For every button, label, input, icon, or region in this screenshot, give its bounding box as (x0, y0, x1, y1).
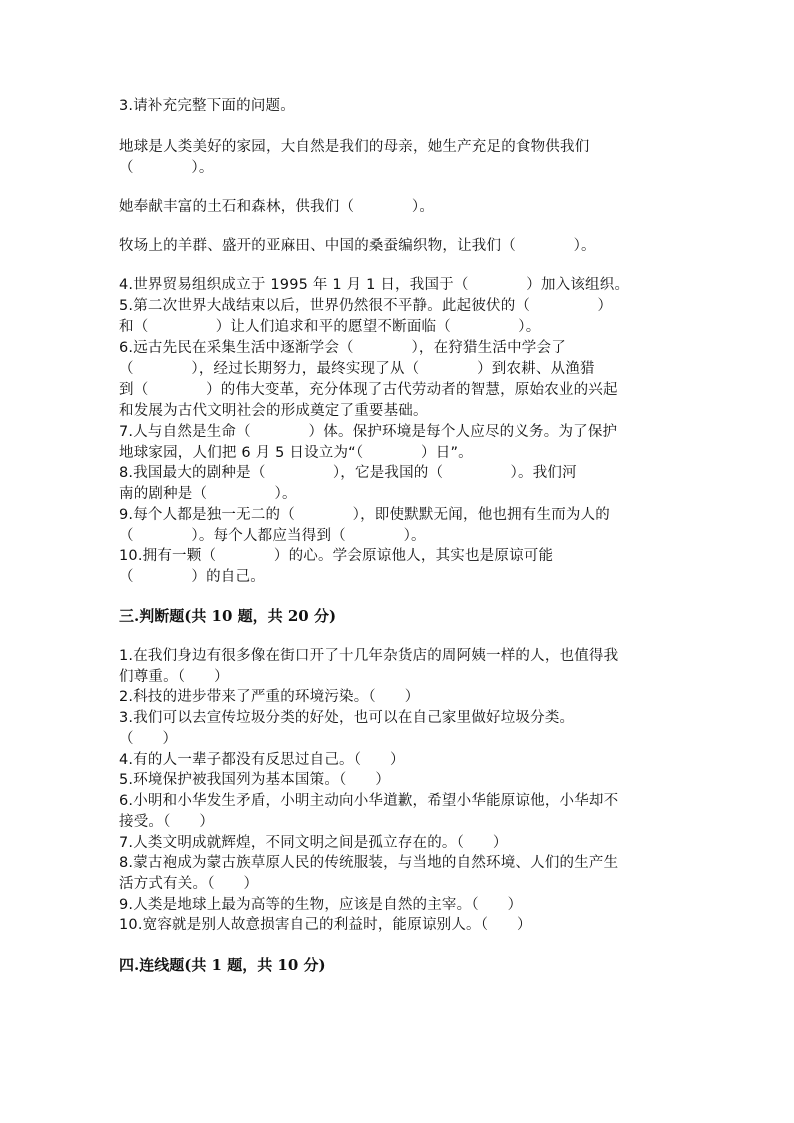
judge-line: （ ） (119, 731, 178, 747)
question-6-line3: 到（ ）的伟大变革，充分体现了古代劳动者的智慧，原始农业的兴起 (119, 382, 618, 398)
question-5-line1: 5.第二次世界大战结束以后，世界仍然很不平静。此起彼伏的（ ） (119, 298, 613, 314)
question-9-line2: （ ）。每个人都应当得到（ ）。 (119, 528, 426, 544)
judge-line: 9.人类是地球上最为高等的生物，应该是自然的主宰。（ ） (119, 897, 523, 913)
question-7-line1: 7.人与自然是生命（ ）体。保护环境是每个人应尽的义务。为了保护 (119, 424, 618, 440)
judge-line: 1.在我们身边有很多像在街口开了十几年杂货店的周阿姨一样的人，也值得我 (119, 648, 619, 664)
judge-line: 4.有的人一辈子都没有反思过自己。（ ） (119, 752, 405, 768)
question-10-line1: 10.拥有一颗（ ）的心。学会原谅他人，其实也是原谅可能 (119, 548, 554, 564)
question-3-para1-line1: 地球是人类美好的家园，大自然是我们的母亲，她生产充足的食物供我们 (119, 139, 590, 155)
judge-line: 接受。（ ） (119, 814, 215, 830)
question-3-para3: 牧场上的羊群、盛开的亚麻田、中国的桑蚕编织物，让我们（ ）。 (119, 238, 596, 254)
question-6-line2: （ ），经过长期努力，最终实现了从（ ）到农耕、从渔猎 (119, 361, 595, 377)
question-8-line1: 8.我国最大的剧种是（ ），它是我国的（ ）。我们河 (119, 465, 577, 481)
question-6-line1: 6.远古先民在采集生活中逐渐学会（ ），在狩猎生活中学会了 (119, 340, 566, 356)
question-10-line2: （ ）的自己。 (119, 569, 265, 585)
judge-line: 们尊重。（ ） (119, 669, 229, 685)
question-3-para2: 她奉献丰富的土石和森林，供我们（ ）。 (119, 199, 435, 215)
question-6-line4: 和发展为古代文明社会的形成奠定了重要基础。 (119, 403, 428, 419)
judge-line: 2.科技的进步带来了严重的环境污染。（ ） (119, 689, 420, 705)
question-5-line2: 和（ ）让人们追求和平的愿望不断面临（ ）。 (119, 319, 541, 335)
judge-line: 7.人类文明成就辉煌，不同文明之间是孤立存在的。（ ） (119, 835, 508, 851)
judge-line: 8.蒙古袍成为蒙古族草原人民的传统服装，与当地的自然环境、人们的生产生 (119, 855, 619, 871)
judge-line: 活方式有关。（ ） (119, 876, 259, 892)
question-4: 4.世界贸易组织成立于 1995 年 1 月 1 日，我国于（ ）加入该组织。 (119, 277, 630, 293)
question-3-title: 3.请补充完整下面的问题。 (119, 98, 295, 114)
section-4-heading: 四.连线题(共 1 题，共 10 分) (119, 956, 326, 974)
question-3-para1-line2: （ ）。 (119, 160, 214, 176)
judge-line: 10.宽容就是别人故意损害自己的利益时，能原谅别人。（ ） (119, 917, 532, 933)
section-3-heading: 三.判断题(共 10 题，共 20 分) (119, 607, 337, 625)
judge-line: 6.小明和小华发生矛盾，小明主动向小华道歉，希望小华能原谅他，小华却不 (119, 793, 619, 809)
question-9-line1: 9.每个人都是独一无二的（ ），即使默默无闻，他也拥有生而为人的 (119, 507, 610, 523)
judge-line: 3.我们可以去宣传垃圾分类的好处，也可以在自己家里做好垃圾分类。 (119, 710, 575, 726)
question-7-line2: 地球家园，人们把 6 月 5 日设立为“（ ）日”。 (119, 445, 473, 461)
judge-line: 5.环境保护被我国列为基本国策。（ ） (119, 772, 391, 788)
question-8-line2: 南的剧种是（ ）。 (119, 486, 297, 502)
